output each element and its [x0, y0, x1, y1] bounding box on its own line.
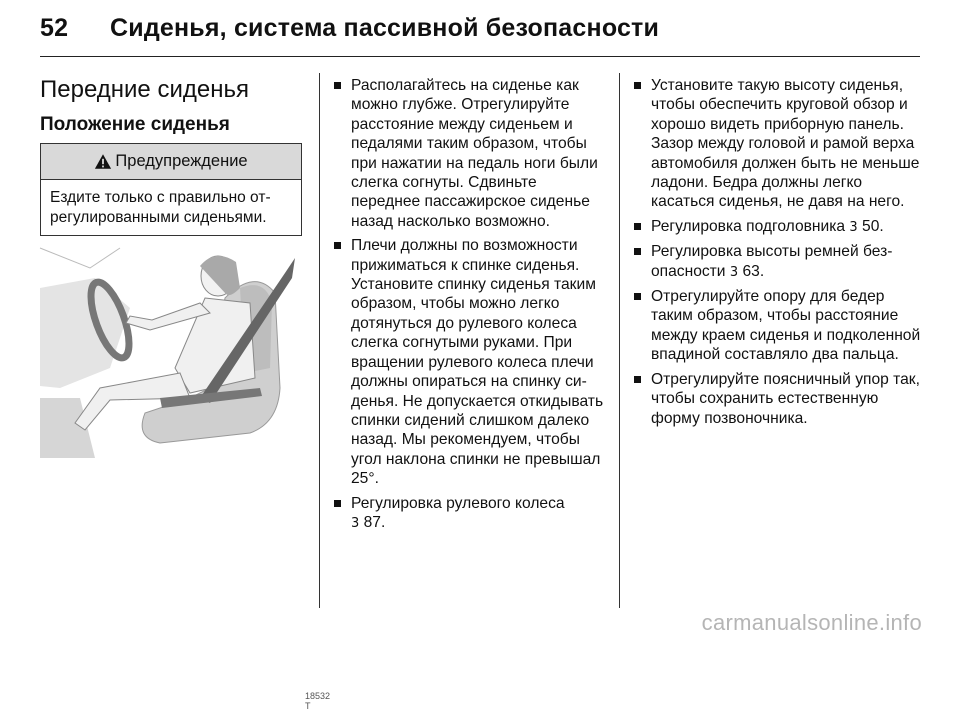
bullet-icon — [334, 500, 341, 507]
warning-title: Предупреждение — [115, 152, 248, 170]
column-divider-1 — [319, 73, 320, 608]
column-divider-2 — [619, 73, 620, 608]
list-item-text: Располагайтесь на сиденье как можно глубже. Отрегулируйте расстояние между сиденьем и педалями таким образом, чтобы при нажатии на педаль ноги были слегка согнуты. Сдвиньте переднее пассажирское сиденье назад насколько возможно. — [351, 77, 598, 230]
seat-position-illustration — [40, 248, 331, 711]
section-title: Сиденья, система пассивной безопасности — [110, 14, 660, 42]
illustration-code: 18532 T — [305, 691, 331, 711]
list-item-text: Отрегулируйте опору для бедер таким образом, чтобы расстояние между краем сиденья и подколенной впадиной составляло два пальца. — [651, 288, 921, 364]
list-item — [332, 494, 608, 534]
cross-reference-icon: 3 — [849, 219, 858, 235]
bullet-icon — [634, 376, 641, 383]
page-reference-link[interactable]: 50. — [862, 217, 884, 235]
warning-triangle-icon — [94, 153, 112, 170]
list-item — [632, 370, 922, 428]
bullet-icon — [634, 223, 641, 230]
list-item — [632, 287, 922, 365]
warning-header — [41, 144, 301, 180]
bullet-icon — [634, 293, 641, 300]
list-item-text: Регулировка высоты ремней безопасности — [651, 243, 893, 280]
list-item — [332, 76, 608, 231]
cross-reference-icon: 3 — [729, 264, 739, 280]
page-number: 52 — [40, 14, 69, 42]
watermark: carmanualsonline.info — [701, 610, 922, 635]
list-item — [332, 236, 608, 488]
column3-list — [632, 76, 922, 433]
section-heading: Передние сиденья — [40, 76, 249, 103]
list-item-text: Отрегулируйте поясничный упор так, чтобы сохранить естественную форму позвоночника. — [651, 370, 920, 427]
list-item-text: Регулировка подголовника — [651, 217, 846, 235]
bullet-icon — [634, 82, 641, 89]
page-reference-link[interactable]: 87. — [363, 513, 386, 531]
list-item-text: Установите такую высоту сиденья, чтобы обеспечить круговой обзор и хорошо видеть приборную панель. Зазор между головой и рамой верха автомобиля должен быть не меньше ладони. Бедра должны легко касаться сиденья, не давя на него. — [651, 77, 920, 211]
list-item-text: Плечи должны по возможности прижиматься к спинке сиденья. Установите спинку сиденья таким образом, чтобы можно легко дотянуться до рулевого колеса слегка согнутыми руками. При вращении рулевого колеса плечи должны опираться на спинку сиденья. Не допускается откидывать спинки сидений слишком далеко назад. Мы рекомендуем, чтобы угол наклона спинки не превышал 25°. — [351, 237, 604, 488]
cross-reference-icon: 3 — [351, 515, 360, 531]
subsection-heading: Положение сиденья — [40, 114, 230, 135]
list-item — [632, 242, 922, 282]
page-reference-link[interactable]: 63. — [742, 262, 765, 280]
column2-list — [332, 76, 608, 538]
page-header — [40, 14, 659, 43]
header-divider — [40, 56, 920, 57]
list-item — [632, 217, 922, 237]
warning-text: Ездите только с правильно отрегулированными сиденьями. — [50, 189, 271, 226]
driver-seat-illustration — [40, 248, 303, 458]
bullet-icon — [334, 242, 341, 249]
bullet-icon — [634, 248, 641, 255]
list-item — [632, 76, 922, 212]
list-item-text: Регулировка рулевого колеса — [351, 494, 565, 512]
bullet-icon — [334, 82, 341, 89]
warning-box — [40, 143, 302, 236]
